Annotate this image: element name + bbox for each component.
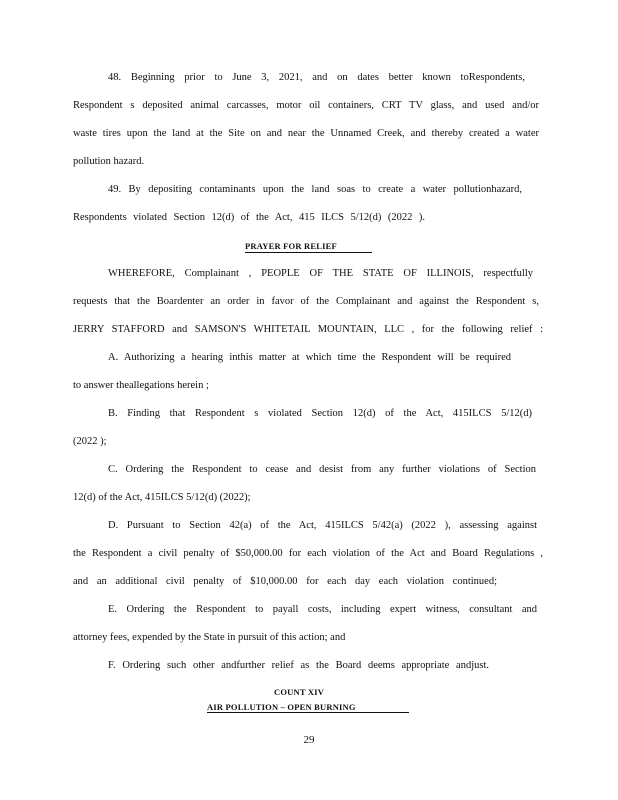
para-48-line-2: Respondent s deposited animal carcasses, motor oil containers, CRT TV glass, and used and/or [73, 100, 539, 111]
item-f-line-1: F. Ordering such other andfurther relief as the Board deems appropriate andjust. [108, 660, 489, 671]
item-d-line-2: the Respondent a civil penalty of $50,000.00 for each violation of the Act and Board Regulations , [73, 548, 543, 559]
item-a-line-1: A. Authorizing a hearing inthis matter at which time the Respondent will be required [108, 352, 511, 363]
para-48-line-3: waste tires upon the land at the Site on and near the Unnamed Creek, and thereby created a water [73, 128, 539, 139]
para-49-line-2: Respondents violated Section 12(d) of the Act, 415 ILCS 5/12(d) (2022 ). [73, 212, 425, 223]
wherefore-line-2: requests that the Boardenter an order in favor of the Complainant and against the Respondent s, [73, 296, 539, 307]
wherefore-line-3: JERRY STAFFORD and SAMSON'S WHITETAIL MOUNTAIN, LLC , for the following relief : [73, 324, 543, 335]
item-e-line-2: attorney fees, expended by the State in pursuit of this action; and [73, 632, 346, 643]
item-a-line-2: to answer theallegations herein ; [73, 380, 209, 391]
count-heading-underline [207, 712, 409, 713]
para-48-line-1: 48. Beginning prior to June 3, 2021, and on dates better known toRespondents, [108, 72, 525, 83]
item-d-line-3: and an additional civil penalty of $10,000.00 for each day each violation continued; [73, 576, 497, 587]
item-c-line-1: C. Ordering the Respondent to cease and desist from any further violations of Section [108, 464, 536, 475]
para-48-line-4: pollution hazard. [73, 156, 145, 167]
prayer-for-relief-heading: PRAYER FOR RELIEF [245, 241, 337, 251]
para-49-line-1: 49. By depositing contaminants upon the land soas to create a water pollutionhazard, [108, 184, 522, 195]
item-b-line-2: (2022 ); [73, 436, 107, 447]
item-c-line-2: 12(d) of the Act, 415ILCS 5/12(d) (2022); [73, 492, 251, 503]
item-b-line-1: B. Finding that Respondent s violated Section 12(d) of the Act, 415ILCS 5/12(d) [108, 408, 532, 419]
item-e-line-1: E. Ordering the Respondent to payall costs, including expert witness, consultant and [108, 604, 537, 615]
count-xiv-heading: COUNT XIV [274, 687, 325, 697]
count-xiv-subheading: AIR POLLUTION – OPEN BURNING [207, 702, 356, 712]
page-number: 29 [303, 734, 315, 746]
prayer-heading-underline [245, 252, 372, 253]
wherefore-line-1: WHEREFORE, Complainant , PEOPLE OF THE STATE OF ILLINOIS, respectfully [108, 268, 533, 279]
item-d-line-1: D. Pursuant to Section 42(a) of the Act, 415ILCS 5/42(a) (2022 ), assessing against [108, 520, 537, 531]
